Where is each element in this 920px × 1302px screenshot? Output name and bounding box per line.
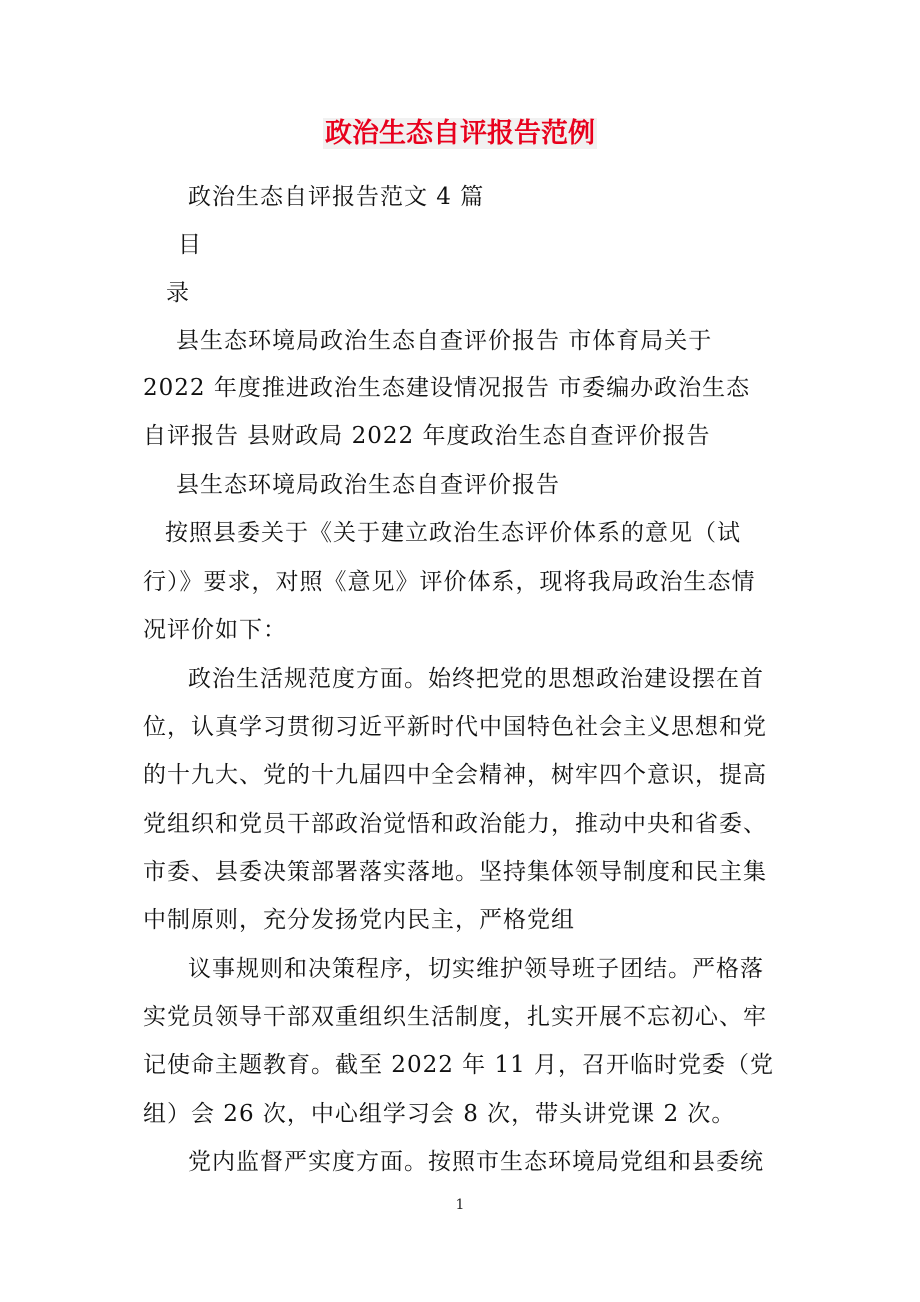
- document-title-text: 政治生态自评报告范例: [325, 118, 595, 149]
- paragraph-line: 政治生活规范度方面。始终把党的思想政治建设摆在首: [188, 666, 764, 692]
- paragraph-line: 实党员领导干部双重组织生活制度，扎实开展不忘初心、牢: [143, 1004, 767, 1030]
- section-title: 县生态环境局政治生态自查评价报告: [176, 472, 560, 498]
- paragraph-line: 党组织和党员干部政治觉悟和政治能力，推动中央和省委、: [143, 811, 767, 837]
- toc-line: 自评报告 县财政局 2022 年度政治生态自查评价报告: [143, 423, 711, 449]
- paragraph-line: 组）会 26 次，中心组学习会 8 次，带头讲党课 2 次。: [143, 1101, 736, 1127]
- paragraph-line: 位，认真学习贯彻习近平新时代中国特色社会主义思想和党: [143, 714, 767, 740]
- paragraph-line: 的十九大、党的十九届四中全会精神，树牢四个意识，提高: [143, 762, 767, 788]
- paragraph-line: 行）》要求，对照《意见》评价体系，现将我局政治生态情: [143, 569, 756, 595]
- document-title: [0, 114, 920, 154]
- paragraph-line: 党内监督严实度方面。按照市生态环境局党组和县委统: [188, 1149, 764, 1175]
- paragraph-line: 中制原则，充分发扬党内民主，严格党组: [143, 907, 575, 933]
- page-number: 1: [455, 1197, 465, 1213]
- subtitle: 政治生态自评报告范文 4 篇: [188, 184, 485, 210]
- toc-heading-part1: 目: [178, 232, 202, 258]
- paragraph-line: 按照县委关于《关于建立政治生态评价体系的意见（试: [165, 520, 741, 546]
- paragraph-line: 市委、县委决策部署落实落地。坚持集体领导制度和民主集: [143, 859, 767, 885]
- toc-line: 县生态环境局政治生态自查评价报告 市体育局关于: [176, 328, 713, 354]
- paragraph-line: 记使命主题教育。截至 2022 年 11 月，召开临时党委（党: [143, 1052, 775, 1078]
- toc-line: 2022 年度推进政治生态建设情况报告 市委编办政治生态: [143, 375, 751, 401]
- paragraph-line: 况评价如下：: [143, 617, 287, 643]
- toc-heading-part2: 录: [166, 280, 190, 306]
- paragraph-line: 议事规则和决策程序，切实维护领导班子团结。严格落: [188, 956, 764, 982]
